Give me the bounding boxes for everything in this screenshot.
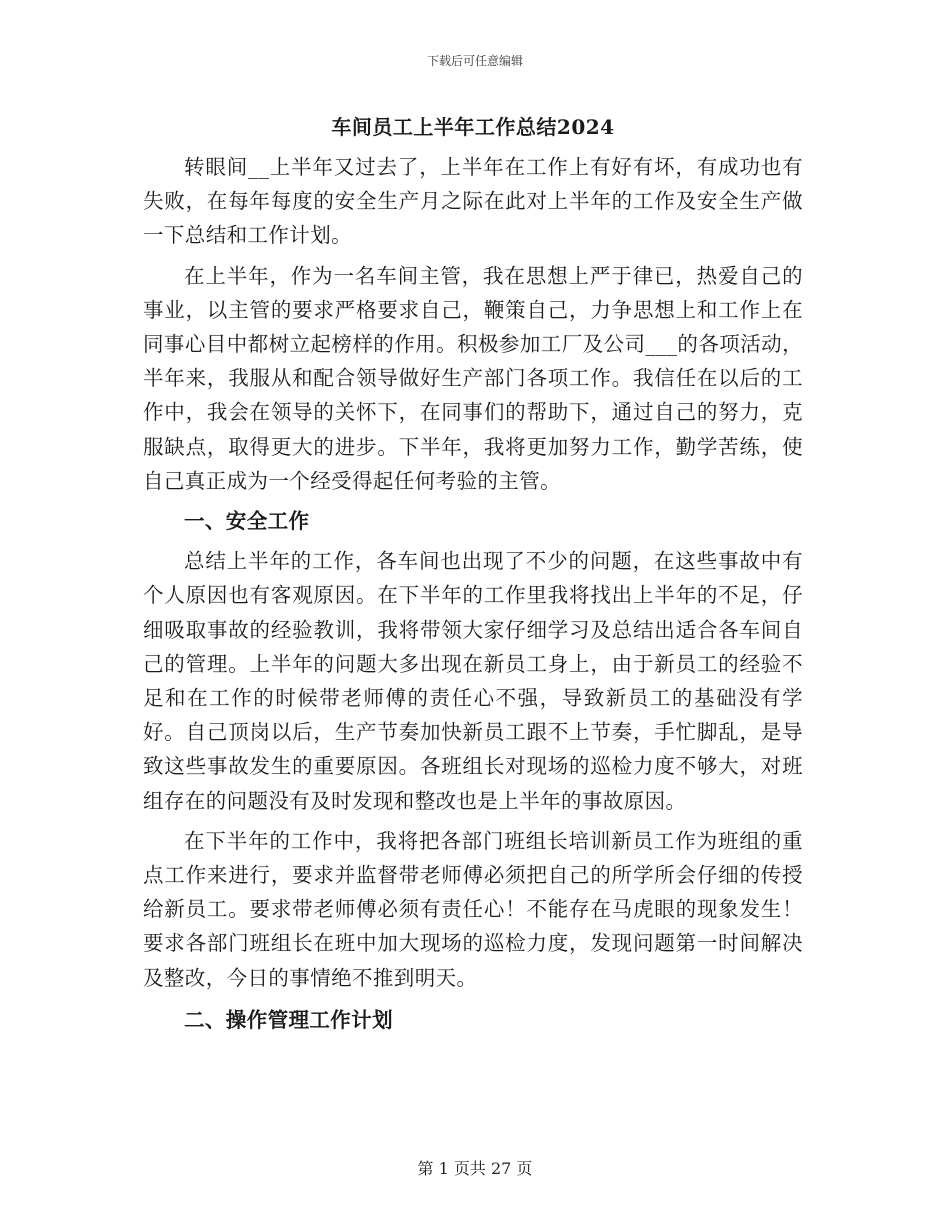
document-title: 车间员工上半年工作总结2024: [331, 115, 615, 139]
section-heading-safety: 一、安全工作: [184, 509, 310, 534]
paragraph-safety-summary: 总结上半年的工作，各车间也出现了不少的问题，在这些事故中有个人原因也有客观原因。在下半年的工作里我将找出上半年的不足，仔细吸取事故的经验教训，我将带领大家仔细学习及总结出适合各车间自己的管理。上半年的问题大多出现在新员工身上，由于新员工的经验不足和在工作的时候带老师傅的责任心不强，导致新员工的基础没有学好。自己顶岗以后，生产节奏加快新员工跟不上节奏，手忙脚乱，是导致这些事故发生的重要原因。各班组长对现场的巡检力度不够大，对班组存在的问题没有及时发现和整改也是上半年的事故原因。: [143, 549, 803, 813]
section-heading-operations: 二、操作管理工作计划: [184, 1007, 393, 1032]
paragraph-intro: 转眼间__上半年又过去了，上半年在工作上有好有坏，有成功也有失败，在每年每度的安全生产月之际在此对上半年的工作及安全生产做一下总结和工作计划。: [143, 155, 803, 248]
paragraph-review: 在上半年，作为一名车间主管，我在思想上严于律已，热爱自己的事业，以主管的要求严格要求自己，鞭策自己，力争思想上和工作上在同事心目中都树立起榜样的作用。积极参加工厂及公司___的各项活动，半年来，我服从和配合领导做好生产部门各项工作。我信任在以后的工作中，我会在领导的关怀下，在同事们的帮助下，通过自己的努力，克服缺点，取得更大的进步。下半年，我将更加努力工作，勤学苦练，使自己真正成为一个经受得起任何考验的主管。: [143, 263, 803, 493]
paragraph-safety-plan: 在下半年的工作中，我将把各部门班组长培训新员工作为班组的重点工作来进行，要求并监督带老师傅必须把自己的所学所会仔细的传授给新员工。要求带老师傅必须有责任心！不能存在马虎眼的现象发生！要求各部门班组长在班中加大现场的巡检力度，发现问题第一时间解决及整改，今日的事情绝不推到明天。: [143, 828, 803, 990]
header-note: 下载后可任意编辑: [426, 54, 523, 68]
page-indicator: 第 1 页共 27 页: [417, 1159, 533, 1178]
document-body: [143, 110, 803, 1037]
